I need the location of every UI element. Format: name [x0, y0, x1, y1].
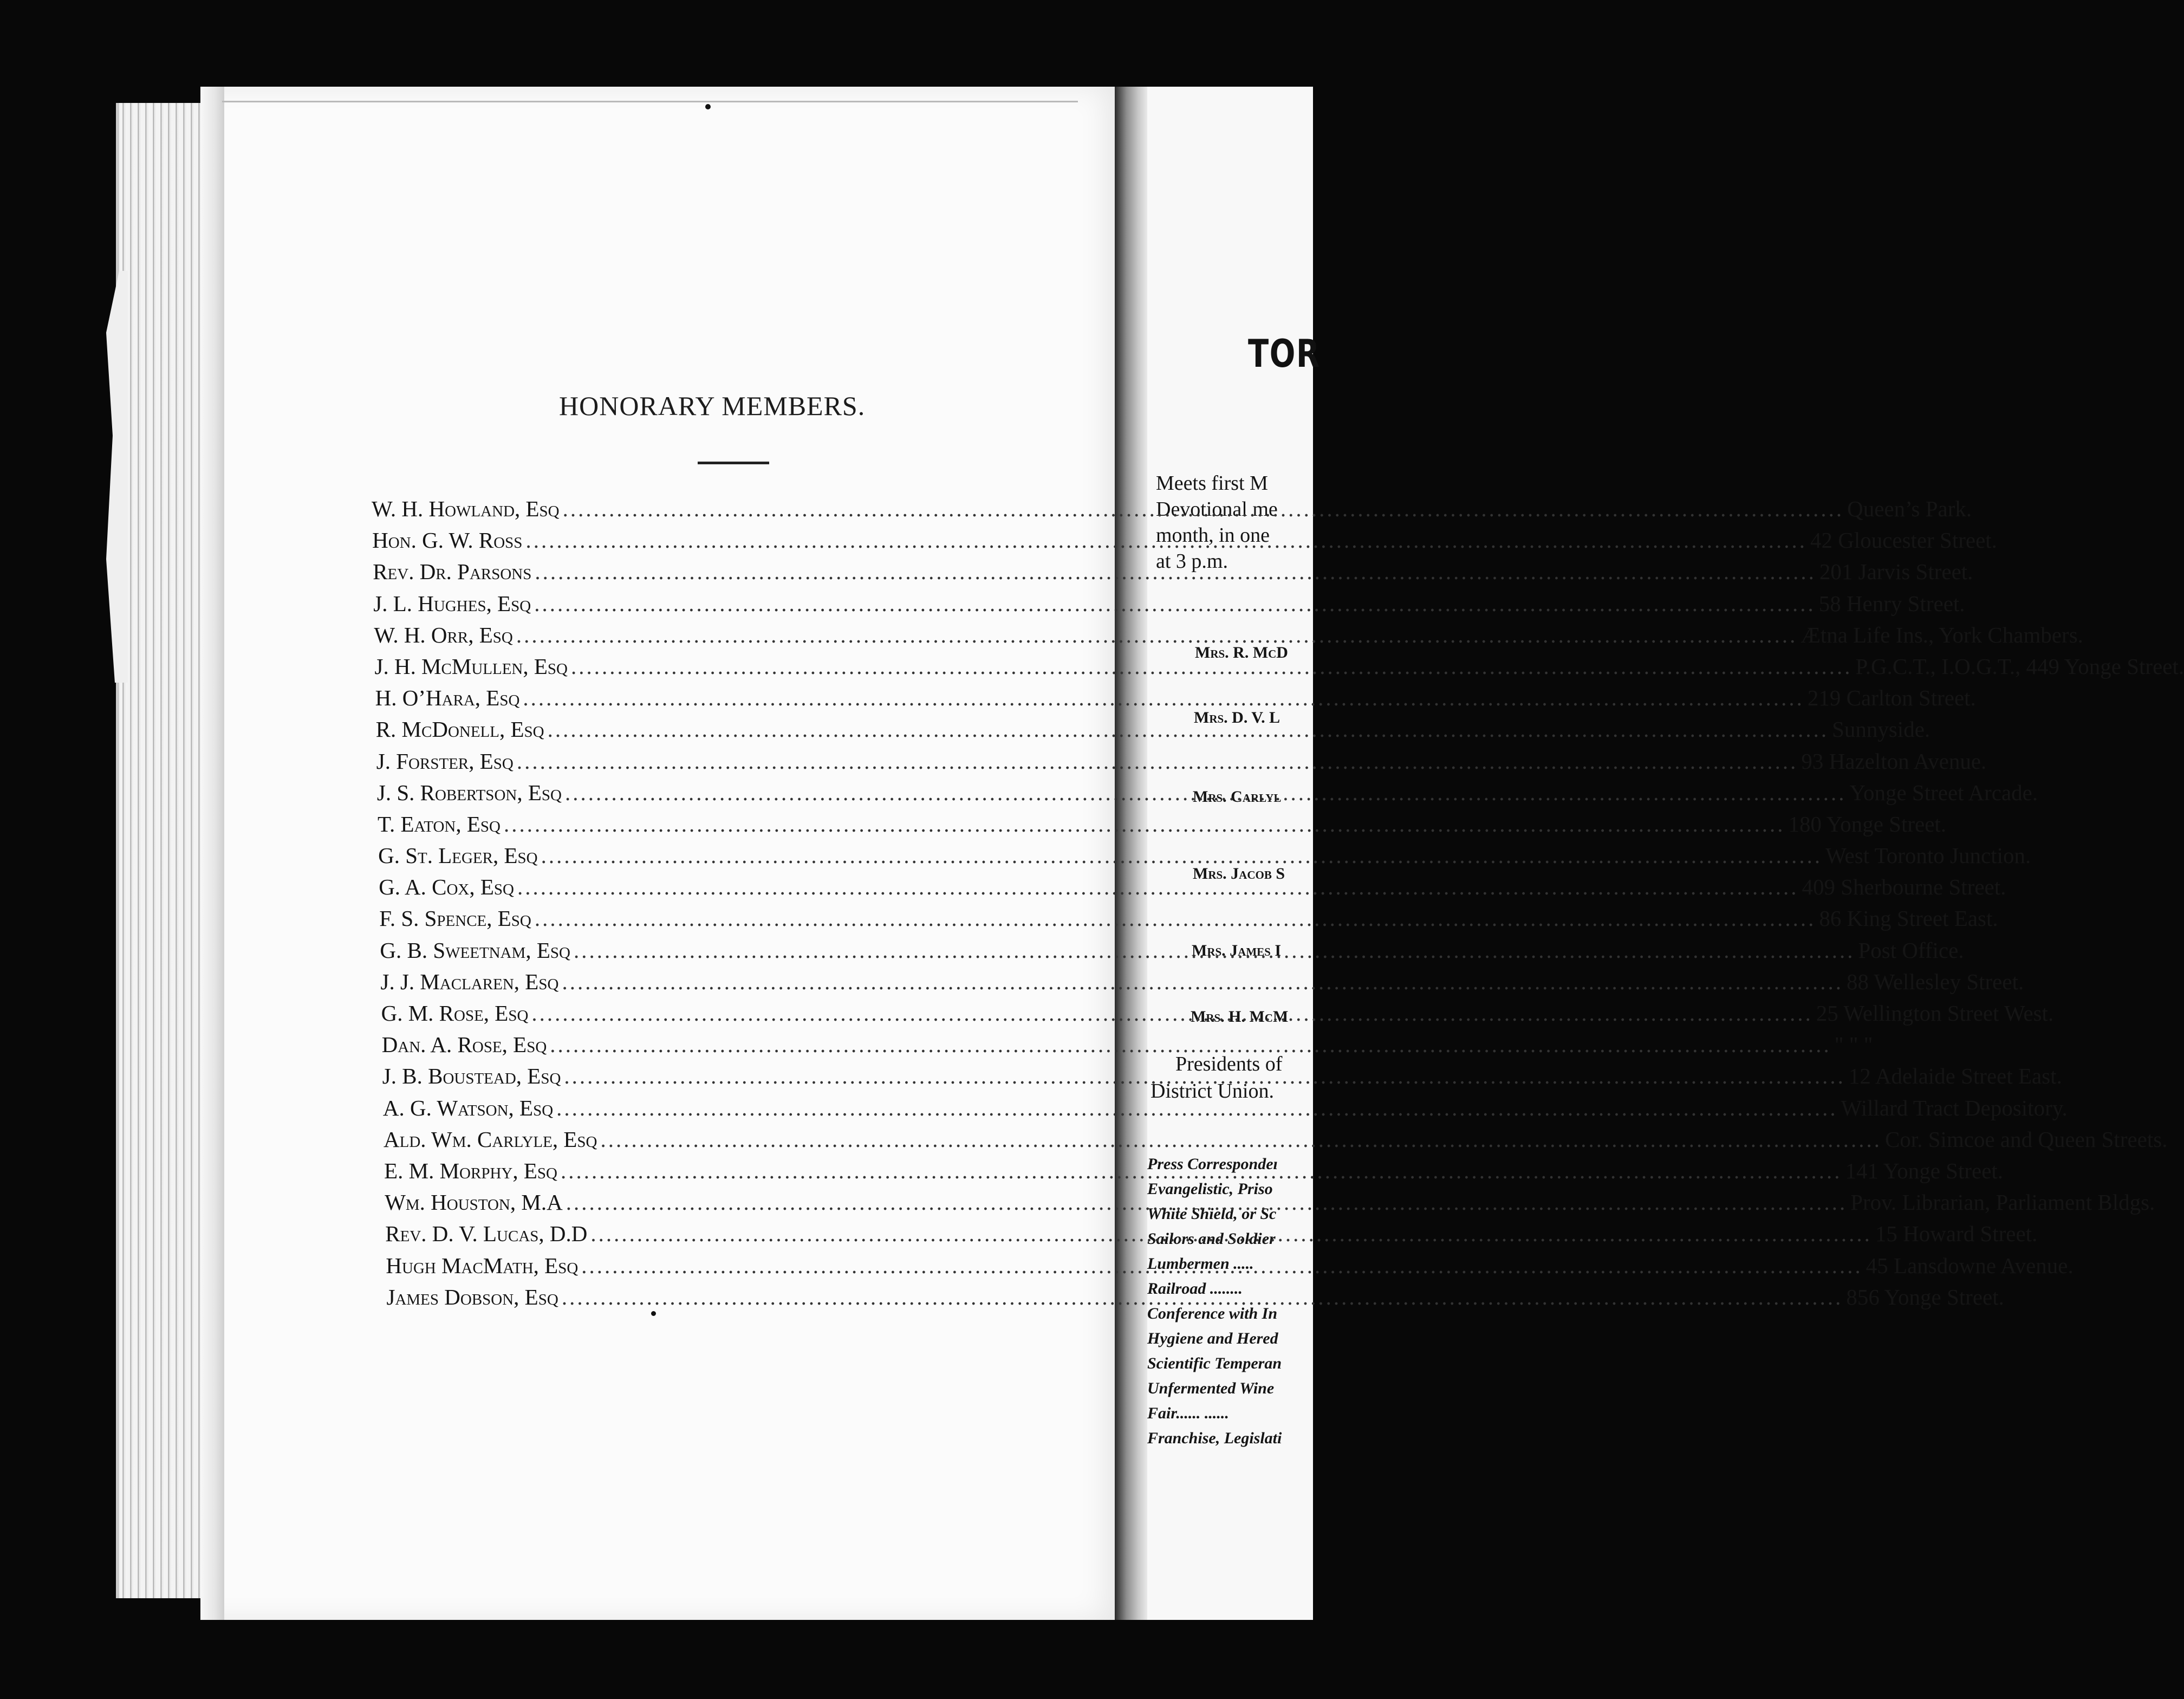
member-row: [378, 808, 1947, 840]
member-address: 12 Adelaide Street East.: [1848, 1064, 2062, 1089]
member-name: H. O’Hara, Esq: [375, 685, 520, 711]
department-entry: Conference with In: [1147, 1305, 1278, 1322]
officer-entry: Mrs. Carlyl: [1193, 788, 1282, 806]
dot-leader: [590, 1218, 1872, 1249]
member-name: G. M. Rose, Esq: [381, 1001, 529, 1026]
department-entry: Sailors and Soldier: [1147, 1230, 1276, 1248]
officer-entry: Mrs. Jacob S: [1193, 865, 1285, 883]
member-name: J. Forster, Esq: [376, 748, 514, 774]
member-name: Rev. D. V. Lucas, D.D: [385, 1221, 588, 1247]
member-address: Yonge Street Arcade.: [1849, 780, 2038, 805]
dot-leader: [525, 524, 1807, 556]
department-entry: Evangelistic, Priso: [1147, 1180, 1273, 1198]
dot-leader: [516, 619, 1798, 651]
officer-entry: Mrs. R. McD: [1195, 644, 1288, 662]
intro-line: month, in one: [1156, 524, 1270, 547]
member-address: Willard Tract Depository.: [1841, 1095, 2068, 1120]
member-name: James Dobson, Esq: [386, 1284, 558, 1309]
member-name: Hon. G. W. Ross: [372, 528, 523, 553]
department-entry: Lumbermen .....: [1147, 1255, 1254, 1273]
member-address: 45 Lansdowne Avenue.: [1865, 1253, 2074, 1278]
dot-leader: [571, 651, 1852, 682]
dot-leader: [531, 997, 1813, 1029]
dot-leader: [556, 1092, 1838, 1124]
book-page-edges: [116, 103, 211, 1598]
member-name: Wm. Houston, M.A: [385, 1190, 563, 1215]
member-name: Ald. Wm. Carlyle, Esq: [384, 1126, 597, 1152]
member-row: [379, 903, 1998, 934]
dot-leader: [535, 556, 1816, 587]
heading-rule: [698, 462, 769, 464]
dot-leader: [517, 871, 1799, 903]
dot-leader: [561, 1155, 1842, 1186]
member-address: 93 Hazelton Avenue.: [1801, 748, 1987, 774]
page-top-rule: [222, 101, 1078, 102]
member-row: [376, 745, 1987, 777]
member-name: Rev. Dr. Parsons: [373, 559, 532, 585]
dot-leader: [562, 1281, 1843, 1313]
dot-leader: [564, 1060, 1845, 1092]
member-name: J. J. Maclaren, Esq: [380, 969, 559, 994]
member-address: 201 Jarvis Street.: [1819, 559, 1973, 585]
department-entry: White Shield, or Sc: [1147, 1205, 1277, 1223]
dot-leader: [504, 808, 1785, 840]
department-entry: Press Correspondeı: [1147, 1155, 1278, 1173]
dot-leader: [550, 1029, 1831, 1060]
officer-entry: Mrs. D. V. L: [1194, 709, 1280, 727]
officer-entry: Mrs. James I: [1192, 942, 1282, 959]
department-entry: Hygiene and Hered: [1147, 1330, 1278, 1347]
member-address: Sunnyside.: [1832, 717, 1930, 742]
member-name: J. B. Boustead, Esq: [382, 1064, 561, 1089]
dot-leader: [581, 1250, 1863, 1281]
member-name: R. McDonell, Esq: [375, 717, 544, 742]
member-address: 219 Carlton Street.: [1807, 685, 1976, 711]
dot-leader: [517, 745, 1798, 777]
member-name: G. St. Leger, Esq: [378, 843, 538, 868]
member-address: P.G.C.T., I.O.G.T., 449 Yonge Street.: [1855, 653, 2184, 679]
member-address: 180 Yonge Street.: [1788, 811, 1947, 836]
member-address: " " ": [1834, 1032, 1873, 1058]
dot-leader: [600, 1124, 1882, 1155]
department-entry: Scientific Temperan: [1147, 1354, 1282, 1372]
member-address: 409 Sherbourne Street.: [1802, 874, 2006, 900]
member-name: J. L. Hughes, Esq: [373, 591, 531, 616]
dot-leader: [523, 682, 1804, 714]
member-row: [380, 966, 2024, 997]
member-name: W. H. Orr, Esq: [374, 622, 513, 647]
dot-leader: [548, 714, 1829, 745]
presidents-line: District Union.: [1150, 1080, 1274, 1103]
department-entry: Railroad ........: [1147, 1280, 1243, 1298]
page-inner-edge: [200, 87, 224, 1620]
department-entry: Franchise, Legislati: [1147, 1429, 1282, 1447]
member-address: 42 Gloucester Street.: [1810, 528, 1997, 553]
member-address: 58 Henry Street.: [1818, 591, 1965, 616]
member-row: [382, 1092, 2068, 1124]
member-address: 88 Wellesley Street.: [1846, 969, 2024, 994]
member-name: F. S. Spence, Esq: [379, 906, 531, 931]
member-address: 86 King Street East.: [1819, 906, 1998, 931]
member-name: A. G. Watson, Esq: [382, 1095, 554, 1120]
member-address: Queen’s Park.: [1847, 496, 1972, 521]
member-address: Ætna Life Ins., York Chambers.: [1800, 622, 2083, 647]
member-name: G. A. Cox, Esq: [379, 874, 514, 900]
member-row: [378, 840, 2031, 871]
member-name: W. H. Howland, Esq: [372, 496, 560, 521]
dot-leader: [541, 840, 1823, 871]
member-name: Dan. A. Rose, Esq: [381, 1032, 547, 1058]
dot-leader: [565, 777, 1847, 808]
member-address: 856 Yonge Street.: [1846, 1284, 2004, 1309]
member-row: [374, 619, 2083, 651]
member-address: Cor. Simcoe and Queen Streets.: [1884, 1126, 2168, 1152]
member-address: West Toronto Junction.: [1825, 843, 2031, 868]
right-page-title: TOR: [1248, 332, 1321, 376]
officer-entry: Mrs. H. McM: [1191, 1008, 1289, 1026]
member-address: 25 Wellington Street West.: [1816, 1001, 2054, 1026]
presidents-line: Presidents of: [1175, 1053, 1283, 1075]
member-address: Prov. Librarian, Parliament Bldgs.: [1850, 1190, 2155, 1215]
dot-leader: [562, 966, 1843, 997]
member-address: 141 Yonge Street.: [1845, 1158, 2004, 1183]
member-address: 15 Howard Street.: [1875, 1221, 2038, 1247]
dot-leader: [563, 493, 1844, 524]
intro-line: Devotional me: [1156, 498, 1278, 521]
intro-line: at 3 p.m.: [1156, 550, 1228, 573]
intro-line: Meets first M: [1156, 472, 1268, 495]
department-entry: Unfermented Wine: [1147, 1379, 1275, 1397]
member-name: T. Eaton, Esq: [378, 811, 500, 836]
member-row: [375, 682, 1976, 714]
department-entry: Fair...... ......: [1147, 1404, 1229, 1422]
dot-leader: [566, 1186, 1848, 1218]
dot-leader: [574, 935, 1855, 966]
member-name: J. H. McMullen, Esq: [374, 653, 568, 679]
member-name: J. S. Robertson, Esq: [376, 780, 562, 805]
member-row: [373, 588, 1965, 619]
dot-leader: [534, 588, 1816, 619]
member-row: [384, 1124, 2168, 1155]
member-name: Hugh MacMath, Esq: [386, 1253, 578, 1278]
print-speck: [705, 104, 711, 109]
page-heading: HONORARY MEMBERS.: [559, 391, 866, 421]
member-name: G. B. Sweetnam, Esq: [380, 937, 570, 963]
dot-leader: [535, 903, 1816, 934]
member-address: Post Office.: [1858, 937, 1964, 963]
member-name: E. M. Morphy, Esq: [384, 1158, 557, 1183]
member-row: [381, 1029, 1873, 1060]
